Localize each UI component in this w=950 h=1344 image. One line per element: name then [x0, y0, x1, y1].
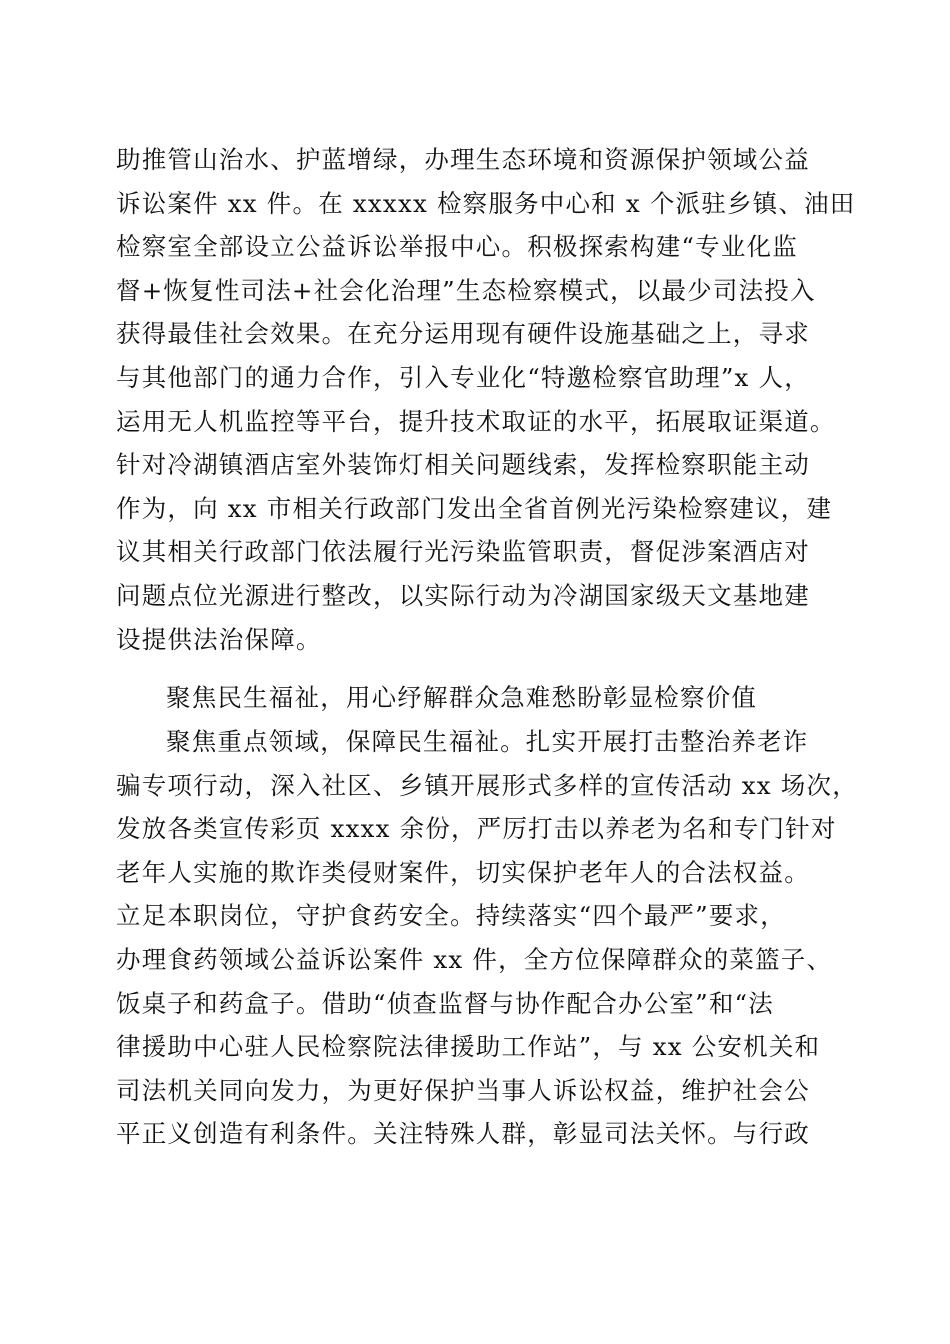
text-line: 聚焦重点领域，保障民生福祉。扎实开展打击整治养老诈 — [166, 727, 809, 756]
text-line: 律援助中心驻人民检察院法律援助工作站”，与 xx 公安机关和 — [116, 1032, 821, 1062]
text-line: 助推管山治水、护蓝增绿，办理生态环境和资源保护领域公益 — [116, 145, 810, 174]
text-line: 议其相关行政部门依法履行光污染监管职责，督促涉案酒店对 — [116, 537, 810, 567]
text-line: 司法机关同向发力，为更好保护当事人诉讼权益，维护社会公 — [116, 1075, 810, 1105]
text-line: 获得最佳社会效果。在充分运用现有硬件设施基础之上，寻求 — [116, 319, 810, 349]
text-line: 老年人实施的欺诈类侵财案件，切实保护老年人的合法权益。 — [116, 857, 810, 887]
text-line: 平正义创造有利条件。关注特殊人群，彰显司法关怀。与行政 — [116, 1119, 810, 1149]
text-line: 饭桌子和药盒子。借助“侦查监督与协作配合办公室”和“法 — [116, 988, 774, 1018]
body-paragraph-2 — [116, 720, 858, 1156]
text-line: 骗专项行动，深入社区、乡镇开展形式多样的宣传活动 xx 场次， — [116, 770, 858, 800]
text-line: 作为，向 xx 市相关行政部门发出全省首例光污染检察建议，建 — [116, 493, 833, 523]
text-line: 立足本职岗位，守护食药安全。持续落实“四个最严”要求， — [116, 901, 786, 931]
text-line: 发放各类宣传彩页 xxxx 余份，严厉打击以养老为名和专门针对 — [116, 814, 837, 844]
text-line: 与其他部门的通力合作，引入专业化“特邀检察官助理”x 人， — [116, 362, 810, 392]
text-line: 诉讼案件 xx 件。在 xxxxx 检察服务中心和 x 个派驻乡镇、油田 — [116, 188, 856, 218]
text-line: 督+恢复性司法+社会化治理”生态检察模式，以最少司法投入 — [116, 275, 816, 305]
text-line: 设提供法治保障。 — [116, 624, 322, 654]
section-heading — [116, 676, 836, 720]
text-line: 问题点位光源进行整改，以实际行动为冷湖国家级天文基地建 — [116, 580, 810, 610]
text-line: 办理食药领域公益诉讼案件 xx 件，全方位保障群众的菜篮子、 — [116, 944, 833, 974]
text-line: 针对冷湖镇酒店室外装饰灯相关问题线索，发挥检察职能主动 — [116, 450, 810, 480]
body-paragraph-1 — [116, 138, 856, 661]
text-line: 运用无人机监控等平台，提升技术取证的水平，拓展取证渠道。 — [116, 406, 836, 436]
section-heading-text: 聚焦民生福祉，用心纾解群众急难愁盼彰显检察价值 — [166, 683, 758, 712]
text-line: 检察室全部设立公益诉讼举报中心。积极探索构建“专业化监 — [116, 232, 798, 262]
